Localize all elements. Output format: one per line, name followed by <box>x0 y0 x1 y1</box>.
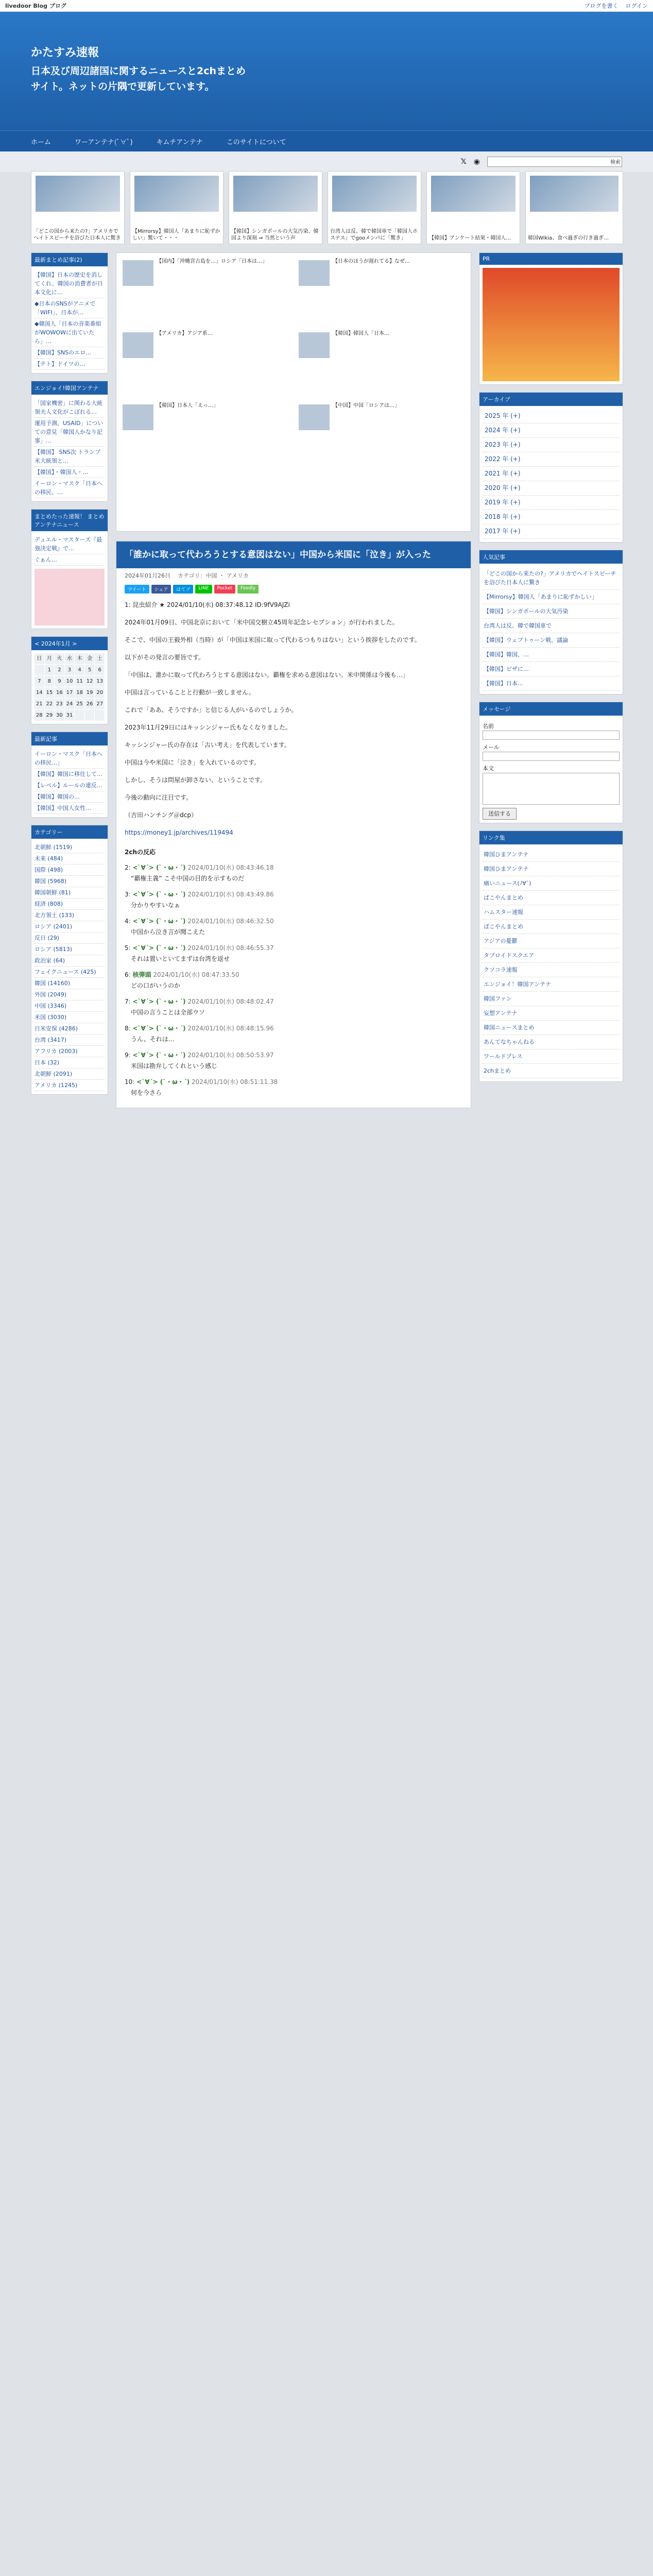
categories-box <box>31 825 108 1095</box>
thumb-image <box>123 404 153 430</box>
write-blog-link[interactable]: ブログを書く <box>584 3 618 9</box>
calendar-date <box>75 710 84 721</box>
article-paragraph: 2023年11月29日にはキッシンジャー氏もなくなりました。 <box>125 724 292 731</box>
calendar-date <box>95 710 105 721</box>
archive-item[interactable]: 2018 年 (+) <box>483 510 620 524</box>
rss-icon[interactable]: ◉ <box>473 158 480 166</box>
response-date: 2024/01/10(水) 08:48:15.96 <box>187 1025 274 1032</box>
ad-image[interactable] <box>35 569 105 625</box>
antenna-item[interactable] <box>121 258 290 320</box>
banner-caption: 【韓国】アンケート結果・韓国人… <box>429 235 511 241</box>
response-header: 3: <`∀´> (`・ω・´) 2024/01/10(水) 08:43:49.86 <box>125 891 274 898</box>
links-box <box>479 831 623 1082</box>
category-link[interactable]: アメリカ (1245) <box>35 1080 105 1091</box>
links-list <box>479 844 623 1081</box>
friend-link[interactable]: 妄想アンテナ <box>483 1006 620 1021</box>
banner[interactable] <box>328 171 421 244</box>
response-date: 2024/01/10(水) 08:48:02.47 <box>187 998 274 1005</box>
send-button[interactable]: 送信する <box>483 808 517 820</box>
banner[interactable] <box>31 171 125 244</box>
friend-link[interactable]: ワールドプレス <box>483 1049 620 1064</box>
main-column <box>116 252 471 1108</box>
calendar-date[interactable]: 30 <box>55 710 64 721</box>
message-box <box>479 702 623 823</box>
popular-link[interactable]: 【韓国】日本… <box>483 676 620 691</box>
calendar-date[interactable]: 5 <box>85 665 95 675</box>
friend-link[interactable]: ぱこやんまとめ <box>483 920 620 934</box>
category-link[interactable]: 中国 (3346) <box>35 1001 105 1012</box>
box-heading: カテゴリー <box>31 825 108 839</box>
response-name: 核弾頭 <box>132 971 151 978</box>
friend-link[interactable]: 2chまとめ <box>483 1064 620 1078</box>
left-link[interactable]: 【韓国】 SNS次 トランプ米大統領と… <box>35 447 105 467</box>
left-link[interactable]: 【レベル】ルールの違反… <box>35 780 105 791</box>
mail-label: メール <box>483 744 500 751</box>
box-heading: 最新まとめ記事(2) <box>31 253 108 266</box>
calendar-date[interactable]: 8 <box>45 676 55 687</box>
response-date: 2024/01/10(水) 08:43:46.18 <box>187 864 274 871</box>
article-paragraph: これで「ああ、そうですか」と信じる人がいるのでしょうか。 <box>125 706 298 714</box>
calendar-date <box>85 710 95 721</box>
box-heading: メッセージ <box>479 702 623 716</box>
friend-link[interactable]: 痛いニュース(ﾉ∀`) <box>483 876 620 891</box>
icon-row <box>0 151 653 172</box>
left-link[interactable]: 【韓国】・韓国人・… <box>35 467 105 478</box>
archive-item[interactable]: 2025 年 (+) <box>483 409 620 423</box>
response-name: <`∀´> (`・ω・´) <box>132 998 186 1005</box>
calendar-date[interactable]: 6 <box>95 665 105 675</box>
category-link[interactable]: ロシア (5813) <box>35 944 105 955</box>
article-paragraph: 中国は言っていることと行動が一致しません。 <box>125 689 255 696</box>
box-heading: 人気記事 <box>479 550 623 564</box>
banner-image <box>431 176 515 212</box>
friend-link[interactable]: タブロイドスクエア <box>483 948 620 963</box>
share-facebook-button[interactable]: シェア <box>151 585 171 594</box>
category-link[interactable]: 韓国 (14160) <box>35 978 105 989</box>
friend-link[interactable]: 韓国ファン <box>483 992 620 1006</box>
friend-link[interactable]: 韓国ニュースまとめ <box>483 1021 620 1035</box>
response-header: 2: <`∀´> (`・ω・´) 2024/01/10(水) 08:43:46.18 <box>125 864 274 871</box>
right-popular-box <box>479 550 623 694</box>
box-heading: アーカイブ <box>479 393 623 406</box>
calendar-date[interactable]: 26 <box>85 699 95 709</box>
response-date: 2024/01/10(水) 08:50:53.97 <box>187 1052 274 1059</box>
popular-link[interactable]: 台湾人は反、韓で韓国車で <box>483 619 620 633</box>
response-name: <`∀´> (`・ω・´) <box>132 864 186 871</box>
message-body-field[interactable] <box>483 773 620 805</box>
category-link[interactable]: フェイクニュース (425) <box>35 967 105 978</box>
response-number: 10 <box>125 1078 133 1086</box>
antenna-text: 【アメリカ】アジア系… <box>157 331 213 336</box>
top-bar <box>0 0 653 12</box>
left-link[interactable]: 「国家機密」に関わる大統領夫人文化がこぼれる… <box>35 398 105 418</box>
left-link[interactable]: デュエル・マスターズ『最強決定戦』で… <box>35 534 105 554</box>
archive-item[interactable]: 2019 年 (+) <box>483 496 620 510</box>
banner-caption: 【Mirrorsy】韓国人「あまりに恥ずかしい」驚いて・・・ <box>132 229 220 241</box>
box-heading: リンク集 <box>479 831 623 844</box>
calendar-day-header: 火 <box>55 653 64 664</box>
category-link[interactable]: 日本 (32) <box>35 1057 105 1069</box>
nav-kimchi-antenna[interactable]: キムチアンテナ <box>156 138 203 146</box>
calendar-date[interactable]: 31 <box>65 710 75 721</box>
responses-title: 2chの反応 <box>125 849 156 856</box>
category-link[interactable]: 台湾 (3417) <box>35 1035 105 1046</box>
response-body: “覇権主義” こそ中国の目的を示すものだ <box>131 875 245 882</box>
left-link[interactable]: イーロン・マスク「日本への移民…」 <box>35 749 105 769</box>
archive-item[interactable]: 2021 年 (+) <box>483 467 620 481</box>
thumb-image <box>299 404 330 430</box>
site-description: 日本及び周辺諸国に関するニュースと2chまとめサイト。ネットの片隅で更新しています。 <box>31 65 246 92</box>
antenna-grid <box>116 252 471 532</box>
archive-box <box>479 392 623 543</box>
left-link[interactable]: ぐぁん… <box>35 554 105 566</box>
friend-link[interactable]: アジアの憂鬱 <box>483 934 620 948</box>
left-link[interactable]: 【韓国】韓国に移住して… <box>35 769 105 780</box>
calendar-date[interactable]: 23 <box>55 699 64 709</box>
calendar-date[interactable]: 20 <box>95 687 105 698</box>
site-header <box>0 12 653 130</box>
share-feedly-button[interactable]: Feedly <box>237 585 259 594</box>
left-link[interactable]: 【テト】ドイツの… <box>35 359 105 370</box>
friend-link[interactable]: あんてなちゃんねる <box>483 1035 620 1049</box>
article-paragraph: 今後の動向に注目です。 <box>125 794 193 801</box>
calendar-day-header: 日 <box>35 653 44 664</box>
antenna-item[interactable] <box>297 402 467 464</box>
brand-sub: ブログ <box>49 3 66 9</box>
response-header: 5: <`∀´> (`・ω・´) 2024/01/10(水) 08:46:55.37 <box>125 944 274 952</box>
article-category[interactable]: カテゴリ：中国 ・ アメリカ <box>178 572 249 579</box>
article-date: 2024年01月26日 <box>125 572 170 579</box>
response-date: 2024/01/10(水) 08:51:11.38 <box>191 1078 278 1086</box>
banner-caption: 【韓国】シンガポールの大気汚染、韓国より深刻 ⇒ 当然という声 <box>231 229 319 241</box>
banner-image <box>134 176 219 212</box>
name-label: 名前 <box>483 723 494 730</box>
article-paragraph: （吉田ハンチング＠dcp） <box>125 811 197 819</box>
banner-caption: 韓国Wikia、食べ過ぎの行き過ぎ… <box>528 235 609 241</box>
thumb-image <box>299 260 330 286</box>
brand-text: livedoor Blog <box>5 3 48 9</box>
banner-row <box>31 171 623 243</box>
response-number: 3 <box>125 891 129 898</box>
article-paragraph: 2024年01月09日、中国北京において「米中国交樹立45周年記念レセプション」が行われました。 <box>125 619 399 626</box>
calendar-date[interactable]: 22 <box>45 699 55 709</box>
article-paragraph: 「中国は、誰かに取って代わろうとする意図はない。覇権を求める意図はない。米中関係は今後も…」 <box>125 671 409 679</box>
recent-box <box>31 732 108 818</box>
banner-image <box>530 176 618 212</box>
calendar-date[interactable]: 10 <box>65 676 75 687</box>
calendar-day-header: 月 <box>45 653 55 664</box>
archive-item[interactable]: 2020 年 (+) <box>483 481 620 496</box>
antenna-text: 【日本のほうが遅れてる】なぜ… <box>333 259 410 264</box>
calendar-date[interactable]: 27 <box>95 699 105 709</box>
category-link[interactable]: 未来 (484) <box>35 853 105 865</box>
category-list <box>31 839 108 1094</box>
calendar-heading[interactable]: < 2024年1月 > <box>31 637 108 650</box>
antenna-item[interactable] <box>297 258 467 320</box>
thumb-image <box>123 260 153 286</box>
antenna-text: 【韓国】日本人「えっ…」 <box>157 403 218 409</box>
response-body: どの口がいうのか <box>131 982 181 989</box>
archive-item[interactable]: 2023 年 (+) <box>483 438 620 452</box>
banner-image <box>233 176 318 212</box>
banner-image <box>36 176 120 212</box>
calendar-date[interactable]: 18 <box>75 687 84 698</box>
banner-image <box>332 176 417 212</box>
box-heading: PR <box>479 253 623 265</box>
calendar-date[interactable]: 7 <box>35 676 44 687</box>
box-heading: 最新記事 <box>31 732 108 745</box>
more-box <box>31 509 108 629</box>
x-icon[interactable]: 𝕏 <box>460 158 467 166</box>
archive-item[interactable]: 2022 年 (+) <box>483 452 620 467</box>
article <box>116 541 471 1108</box>
category-link[interactable]: 外国 (2049) <box>35 989 105 1001</box>
banner[interactable] <box>426 171 520 244</box>
response-header: 4: <`∀´> (`・ω・´) 2024/01/10(水) 08:46:32.50 <box>125 918 274 925</box>
response-date: 2024/01/10(水) 08:46:55.37 <box>187 944 274 952</box>
calendar-date[interactable]: 16 <box>55 687 64 698</box>
left-sidebar <box>31 252 108 1102</box>
friend-link[interactable]: 韓国ひまアンテナ <box>483 848 620 862</box>
response-date: 2024/01/10(水) 08:47:33.50 <box>153 971 239 978</box>
antenna-text: 【中国】中国「ロシアは…」 <box>333 403 400 409</box>
article-title[interactable]: 「誰かに取って代わろうとする意図はない」中国から米国に「泣き」が入った <box>116 541 471 568</box>
banner-caption: 台湾人は反、韓で韓国車で「韓国人ホステス」でgooメンパに「驚き」 <box>330 229 418 241</box>
body-label: 本文 <box>483 765 494 772</box>
popular-link[interactable]: 【韓国】ウェブトゥーン戦、議論 <box>483 633 620 648</box>
article-paragraph: 以下がその発言の要旨です。 <box>125 654 205 661</box>
response-number: 6 <box>125 971 129 978</box>
calendar-date[interactable]: 15 <box>45 687 55 698</box>
popular-link[interactable]: 【韓国】シンガポールの大気汚染 <box>483 604 620 619</box>
response-number: 7 <box>125 998 129 1005</box>
banner[interactable] <box>130 171 224 244</box>
antenna-item[interactable] <box>121 402 290 464</box>
right-sidebar <box>479 252 623 1089</box>
category-link[interactable]: 経済 (808) <box>35 899 105 910</box>
popular-list <box>479 564 623 694</box>
left-link[interactable]: ◆日本のSNSがアニメで「WIFI」、日本が… <box>35 298 105 318</box>
response-body: それは置いといてまずは台湾を返せ <box>131 955 230 962</box>
category-link[interactable]: 米国 (3030) <box>35 1012 105 1023</box>
archive-item[interactable]: 2024 年 (+) <box>483 423 620 438</box>
category-link[interactable]: 韓国朝鮮 (81) <box>35 887 105 899</box>
popular-link[interactable]: 「どこの国から来たの?」アメリカでヘイトスピーチを浴びた日本人に驚き <box>483 567 620 590</box>
archive-list <box>479 406 623 542</box>
left-link[interactable]: ◆韓国人「日本の音楽番組がWOWOWに出ていたら」… <box>35 318 105 347</box>
mail-field[interactable] <box>483 752 620 761</box>
box-heading: エンジョイ!韓国アンテナ <box>31 381 108 395</box>
response-number: 2 <box>125 864 129 871</box>
left-link[interactable]: 【韓国】日本の歴史を消してくれ、韓国の消費者が日本文化に… <box>35 269 105 298</box>
nav-home[interactable]: ホーム <box>31 138 51 146</box>
login-link[interactable]: ログイン <box>625 3 648 9</box>
response-name: <`∀´> (`・ω・´) <box>132 918 186 925</box>
left-link[interactable]: 【韓国】韓国の… <box>35 791 105 803</box>
article-meta <box>116 568 471 583</box>
response-number: 4 <box>125 918 129 925</box>
response-header: 10: <`∀´> (`・ω・´) 2024/01/10(水) 08:51:11.38 <box>125 1078 278 1086</box>
ad-box <box>479 252 623 385</box>
calendar-date[interactable]: 3 <box>65 665 75 675</box>
calendar-date[interactable]: 24 <box>65 699 75 709</box>
response-body: うん、それは… <box>131 1036 175 1043</box>
category-link[interactable]: 北方領土 (133) <box>35 910 105 921</box>
antenna-item[interactable] <box>297 330 467 392</box>
nav-war-antenna[interactable]: ワーアンテナ(ﾟ∀ﾟ) <box>75 138 133 146</box>
calendar-date[interactable]: 14 <box>35 687 44 698</box>
calendar-date[interactable]: 29 <box>45 710 55 721</box>
left-link[interactable]: 運用予測、USAID」についての意見「韓国人かなり記事」… <box>35 418 105 447</box>
article-paragraph: 中国は今や米国に「泣き」を入れているのです。 <box>125 759 261 766</box>
response-body: 何を今さら <box>131 1089 162 1096</box>
source-link[interactable]: https://money1.jp/archives/119494 <box>125 829 233 836</box>
calendar-date <box>35 665 44 675</box>
nav-about[interactable]: このサイトについて <box>226 138 286 146</box>
category-link[interactable]: 政治家 (64) <box>35 955 105 967</box>
left-link[interactable]: 【韓国】SNSのエロ… <box>35 347 105 359</box>
banner-caption: 「どこの国から来たの?」アメリカでヘイトスピーチを浴びた日本人に驚き <box>33 229 121 241</box>
calendar-date[interactable]: 17 <box>65 687 75 698</box>
archive-item[interactable]: 2017 年 (+) <box>483 524 620 539</box>
friend-link[interactable]: 韓国ひまアンテナ <box>483 862 620 876</box>
calendar-date[interactable]: 11 <box>75 676 84 687</box>
article-body <box>116 596 471 1108</box>
friend-link[interactable]: ハムスター速報 <box>483 905 620 920</box>
share-buttons <box>116 583 471 596</box>
calendar-date[interactable]: 2 <box>55 665 64 675</box>
thumb-image <box>299 332 330 358</box>
antenna-box <box>31 381 108 502</box>
response-date: 2024/01/10(水) 08:43:49.86 <box>187 891 274 898</box>
response-header: 9: <`∀´> (`・ω・´) 2024/01/10(水) 08:50:53.97 <box>125 1052 274 1059</box>
response-body: 分かりやすいなぁ <box>131 902 181 909</box>
response-header: 8: <`∀´> (`・ω・´) 2024/01/10(水) 08:48:15.96 <box>125 1025 274 1032</box>
response-date: 2024/01/10(水) 08:46:32.50 <box>187 918 274 925</box>
box-heading: まとめたった速報！ まとめアンテナニュース <box>31 510 108 531</box>
response-body: 米国は勘弁してくれという感じ <box>131 1062 218 1070</box>
article-paragraph: 1: 昆虫紹介 ★ 2024/01/10(水) 08:37:48.12 ID:9fV9AJZi <box>125 601 290 608</box>
friend-link[interactable]: エンジョイ！韓国アンテナ <box>483 977 620 992</box>
calendar-grid <box>35 653 105 721</box>
calendar-date[interactable]: 9 <box>55 676 64 687</box>
response-header: 7: <`∀´> (`・ω・´) 2024/01/10(水) 08:48:02.47 <box>125 998 274 1005</box>
thumb-image <box>123 332 153 358</box>
response-header: 6: 核弾頭 2024/01/10(水) 08:47:33.50 <box>125 971 239 978</box>
banner[interactable] <box>229 171 322 244</box>
friend-link[interactable]: ぱこやんまとめ <box>483 891 620 905</box>
article-paragraph: キッシンジャー氏の存在は「古い考え」を代表しています。 <box>125 741 290 749</box>
response-name: <`∀´> (`・ω・´) <box>132 1052 186 1059</box>
calendar-day-header: 土 <box>95 653 105 664</box>
antenna-text: 【韓国】韓国人「日本… <box>333 331 389 336</box>
banner[interactable] <box>525 171 623 244</box>
calendar-date[interactable]: 19 <box>85 687 95 698</box>
livedoor-brand[interactable] <box>5 2 66 10</box>
calendar-date[interactable]: 4 <box>75 665 84 675</box>
popular-link[interactable]: 【韓国】韓国、… <box>483 648 620 662</box>
search-button[interactable]: 検索 <box>610 160 621 165</box>
category-link[interactable]: 国際 (498) <box>35 865 105 876</box>
calendar-date[interactable]: 25 <box>75 699 84 709</box>
category-link[interactable]: アフリカ (2003) <box>35 1046 105 1057</box>
calendar-box <box>31 636 108 724</box>
category-link[interactable]: 北朝鮮 (1519) <box>35 842 105 853</box>
share-hatena-button[interactable]: はてブ <box>173 585 193 594</box>
response-number: 5 <box>125 944 129 952</box>
calendar-day-header: 木 <box>75 653 84 664</box>
left-link[interactable]: イーロン・マスク「日本への移民、… <box>35 478 105 498</box>
response-body: 中国の言うことは全部ウソ <box>131 1009 205 1016</box>
category-link[interactable]: 反日 (29) <box>35 933 105 944</box>
global-nav <box>0 130 653 151</box>
response-name: <`∀´> (`・ω・´) <box>132 1025 186 1032</box>
friend-link[interactable]: クソコラ速報 <box>483 963 620 977</box>
response-number: 8 <box>125 1025 129 1032</box>
calendar-date[interactable]: 13 <box>95 676 105 687</box>
category-link[interactable]: 北朝鮮 (2091) <box>35 1069 105 1080</box>
left-link[interactable]: 【韓国】中国人女性… <box>35 803 105 814</box>
antenna-text: 【国内】「沖縄宮古島を…」ロシア「日本は…」 <box>157 259 267 264</box>
category-link[interactable]: ロシア (2401) <box>35 921 105 933</box>
popular-link[interactable]: 【韓国】ビザに… <box>483 662 620 676</box>
search-input[interactable] <box>487 157 622 167</box>
calendar-date[interactable]: 12 <box>85 676 95 687</box>
calendar-day-header: 水 <box>65 653 75 664</box>
share-line-button[interactable]: LINE <box>195 585 212 594</box>
site-title[interactable]: かたすみ速報 <box>31 46 99 59</box>
response-body: 中国から泣き言が聞こえた <box>131 928 205 936</box>
response-name: <`∀´> (`・ω・´) <box>132 891 186 898</box>
article-paragraph: しかし、そうは問屋が卸さない、ということです。 <box>125 776 267 784</box>
category-link[interactable]: 韓国 (5968) <box>35 876 105 887</box>
response-name: <`∀´> (`・ω・´) <box>136 1078 190 1086</box>
calendar-day-header: 金 <box>85 653 95 664</box>
calendar-date[interactable]: 1 <box>45 665 55 675</box>
calendar-date[interactable]: 28 <box>35 710 44 721</box>
article-paragraph: そこで、中国の王毅外相（当時）が「中国は米国に取って代わるつもりはない」という挨拶をしたのです。 <box>125 636 421 643</box>
popular-box <box>31 252 108 374</box>
calendar-date[interactable]: 21 <box>35 699 44 709</box>
share-pocket-button[interactable]: Pocket <box>214 585 236 594</box>
response-number: 9 <box>125 1052 129 1059</box>
response-name: <`∀´> (`・ω・´) <box>132 944 186 952</box>
name-field[interactable] <box>483 731 620 740</box>
share-x-button[interactable]: ツイート <box>125 585 149 594</box>
category-link[interactable]: 日米安保 (4286) <box>35 1023 105 1035</box>
popular-link[interactable]: 【Mirrorsy】韓国人「あまりに恥ずかしい」 <box>483 590 620 604</box>
antenna-item[interactable] <box>121 330 290 392</box>
ad-image[interactable] <box>483 268 620 381</box>
